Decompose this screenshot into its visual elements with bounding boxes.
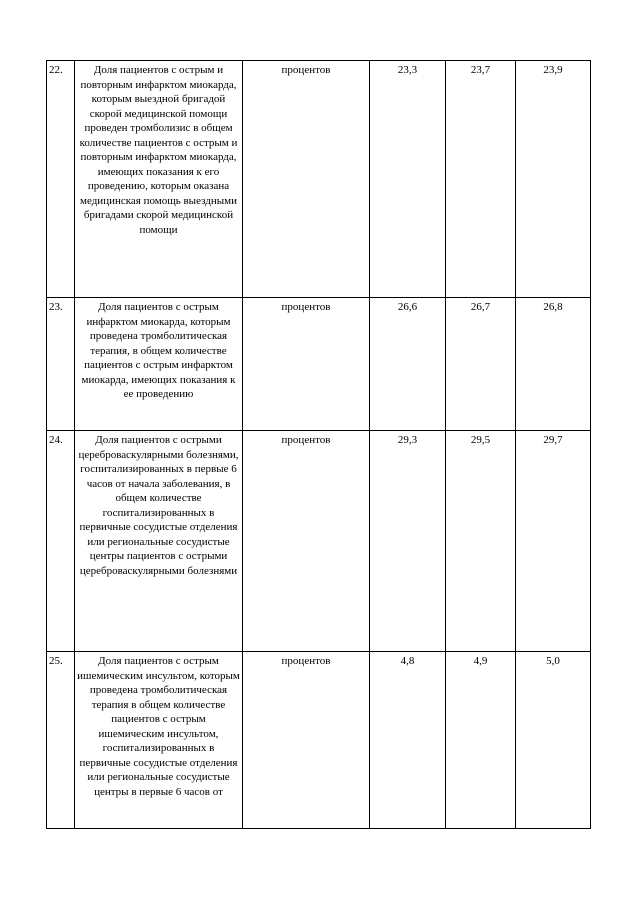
unit-cell: процентов [243, 431, 370, 652]
value-cell-1: 29,3 [370, 431, 446, 652]
value-cell-3: 29,7 [516, 431, 591, 652]
row-number: 23. [47, 298, 75, 431]
value-cell-3: 26,8 [516, 298, 591, 431]
unit-cell: процентов [243, 61, 370, 298]
indicator-name: Доля пациентов с острыми цереброваскулярными болезнями, госпитализированных в первые 6 часов от начала заболевания, в общем количестве госпитализированных в первичные сосудистые отделения или региональные сосудистые центры пациентов с острыми цереброваскулярными болезнями [75, 431, 243, 652]
value-cell-1: 23,3 [370, 61, 446, 298]
value-cell-2: 4,9 [446, 652, 516, 829]
value-cell-1: 4,8 [370, 652, 446, 829]
value-cell-3: 23,9 [516, 61, 591, 298]
unit-cell: процентов [243, 652, 370, 829]
indicators-table [46, 60, 591, 829]
value-cell-2: 26,7 [446, 298, 516, 431]
table-row [47, 652, 591, 829]
value-cell-1: 26,6 [370, 298, 446, 431]
row-number: 25. [47, 652, 75, 829]
indicator-name: Доля пациентов с острым и повторным инфарктом миокарда, которым выездной бригадой скорой медицинской помощи проведен тромболизис в общем количестве пациентов с острым и повторным инфарктом миокарда, имеющих показания к его проведению, которым оказана медицинская помощь выездными бригадами скорой медицинской помощи [75, 61, 243, 298]
row-number: 22. [47, 61, 75, 298]
indicator-name: Доля пациентов с острым ишемическим инсультом, которым проведена тромболитическая терапия в общем количестве пациентов с острым ишемическим инсультом, госпитализированных в первичные сосудистые отделения или региональные сосудистые центры в первые 6 часов от [75, 652, 243, 829]
table-row [47, 431, 591, 652]
table-row [47, 298, 591, 431]
unit-cell: процентов [243, 298, 370, 431]
table-row [47, 61, 591, 298]
value-cell-2: 29,5 [446, 431, 516, 652]
value-cell-3: 5,0 [516, 652, 591, 829]
row-number: 24. [47, 431, 75, 652]
value-cell-2: 23,7 [446, 61, 516, 298]
indicator-name: Доля пациентов с острым инфарктом миокарда, которым проведена тромболитическая терапия, в общем количестве пациентов с острым инфарктом миокарда, имеющих показания к ее проведению [75, 298, 243, 431]
